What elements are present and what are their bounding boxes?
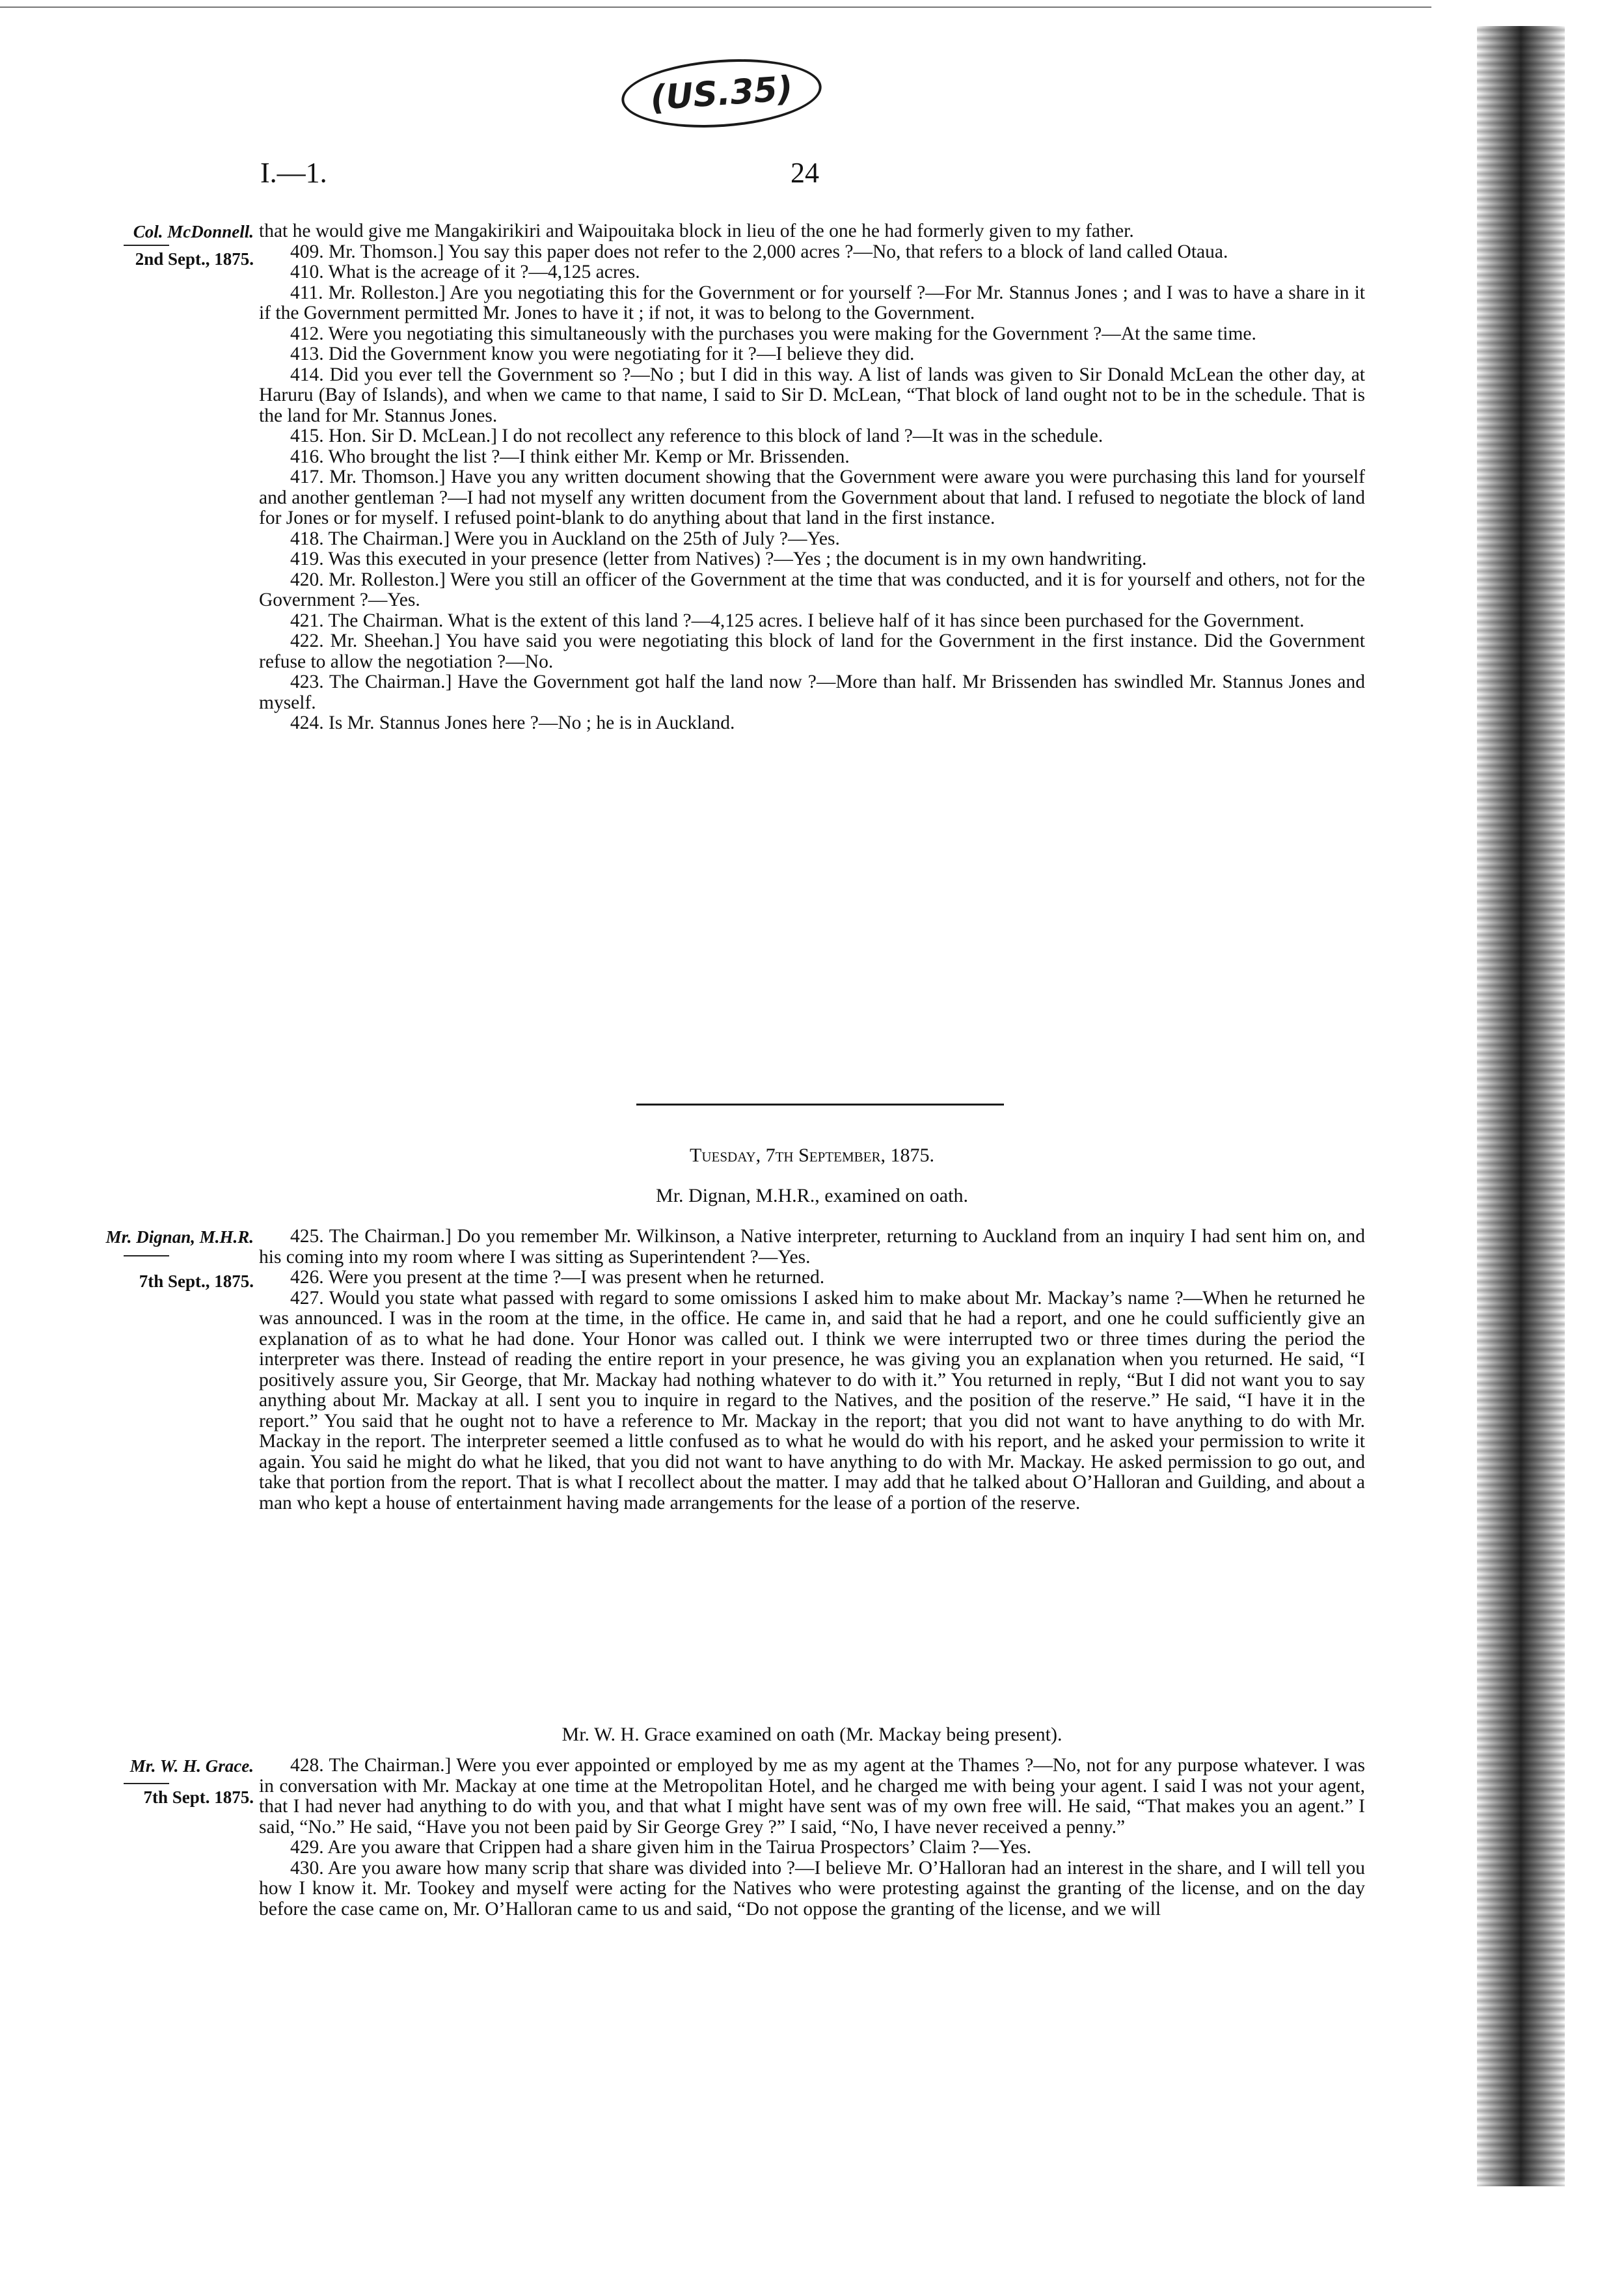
paragraph: 430. Are you aware how many scrip that share was divided into ?—I believe Mr. O’Halloran had an interest in the share, and I will tell you how I know it. Mr. Tookey and myself were acting for the Natives who were protesting against the granting of the license, and on the day before the case came on, Mr. O’Halloran came to us and said, “Do not oppose the granting of the license, and we will xyxy=(259,1857,1365,1920)
paragraph: 420. Mr. Rolleston.] Were you still an officer of the Government at the time that was conducted, and it is for yourself and others, not for the Government ?—Yes. xyxy=(259,569,1365,610)
top-rule xyxy=(0,7,1431,8)
margin-note-grace xyxy=(85,1756,254,1808)
paragraph: 414. Did you ever tell the Government so ?—No ; but I did in this way. A list of lands was given to Sir Donald McLean the other day, at Haruru (Bay of Islands), and when we came to that name, I said to Sir D. McLean, “That block of land ought not to be in the schedule. That is the land for Mr. Stannus Jones. xyxy=(259,364,1365,426)
paragraph: 429. Are you aware that Crippen had a share given him in the Tairua Prospectors’ Claim ?—Yes. xyxy=(290,1837,1032,1858)
paragraph: 428. The Chairman.] Were you ever appointed or employed by me as my agent at the Thames ?—No, not for any purpose whatever. I was in conversation with Mr. Mackay at one time at the Metropolitan Hotel, and he charged me with being your agent. I said I was not your agent, that I had never had anything to do with you, and that what I might have sent was of my own free will. He said, “That makes you an agent.” I said, “No.” He said, “Have you not been paid by Sir George Grey ?” I said, “No, I have never received a penny.” xyxy=(259,1755,1365,1838)
paragraph: 421. The Chairman. What is the extent of this land ?—4,125 acres. I believe half of it has since been purchased for the Government. xyxy=(290,610,1305,631)
paragraph: 409. Mr. Thomson.] You say this paper does not refer to the 2,000 acres ?—No, that refers to a block of land called Otaua. xyxy=(290,241,1228,262)
date-heading: Tuesday, 7th September, 1875. xyxy=(690,1145,934,1166)
margin-witness-name: Mr. Dignan, M.H.R. xyxy=(105,1227,254,1247)
paragraph: 425. The Chairman.] Do you remember Mr. Wilkinson, a Native interpreter, returning to Auckland from an inquiry I had sent him on, and his coming into my room where I was sitting as Superintendent ?—Yes. xyxy=(259,1226,1365,1268)
paragraph: 426. Were you present at the time ?—I was present when he returned. xyxy=(290,1267,825,1288)
section-divider xyxy=(636,1104,1004,1106)
witness-heading-dignan: Mr. Dignan, M.H.R., examined on oath. xyxy=(656,1185,968,1206)
margin-dash xyxy=(124,1255,169,1256)
paragraph: 411. Mr. Rolleston.] Are you negotiating this for the Government or for yourself ?—For Mr. Stannus Jones ; and I was to have a share in it if the Government permitted Mr. Jones to have it ; if not, it was to belong to the Government. xyxy=(259,282,1365,323)
paragraph: that he would give me Mangakirikiri and Waipouitaka block in lieu of the one he had formerly given to my father. xyxy=(259,221,1134,241)
margin-dash xyxy=(124,245,169,246)
margin-date: 2nd Sept., 1875. xyxy=(135,249,254,269)
margin-note-mcdonnell xyxy=(85,221,254,269)
paragraph: 423. The Chairman.] Have the Government got half the land now ?—More than half. Mr Brissenden has swindled Mr. Stannus Jones and myself. xyxy=(259,672,1365,713)
margin-date: 7th Sept. 1875. xyxy=(143,1787,254,1807)
paragraph: 419. Was this executed in your presence (letter from Natives) ?—Yes ; the document is in my own handwriting. xyxy=(290,549,1147,569)
evidence-section-3 xyxy=(259,1756,1365,1920)
paragraph: 424. Is Mr. Stannus Jones here ?—No ; he is in Auckland. xyxy=(290,712,735,733)
page-number: 24 xyxy=(791,157,819,189)
paragraph: 427. Would you state what passed with regard to some omissions I asked him to make about Mr. Mackay’s name ?—When he returned he was announced. I was in the room at the time, in the office. He came in, and said that he had a report, and one he could sufficiently give an explanation of as to what he had done. Your Honor was called out. I think we were interrupted two or three times during the period the interpreter was there. Instead of reading the entire report in your presence, he was giving you an explanation when you returned. He said, “I positively assure you, Sir George, that Mr. Mackay had nothing whatever to do with it.” You returned in reply, “But I did not want you to say anything about Mr. Mackay at all. I sent you to inquire in regard to the Natives, and the position of the reserve.” He said, “I have it in the report.” You said that he ought not to have a reference to Mr. Mackay in the report; that you did not want to have anything to do with Mr. Mackay in the report. The interpreter seemed a little confused as to what he would do with his report, and he asked your permission to write it again. You said he might do what he liked, that you did not want to have anything to do with Mr. Mackay. He asked permission to go out, and take that portion from the report. That is what I recollect about the matter. I may add that he talked about O’Halloran and Guilding, and about a man who kept a house of entertainment having made arrangements for the lease of a portion of the reserve. xyxy=(259,1287,1365,1513)
evidence-section-2 xyxy=(259,1227,1365,1513)
document-reference: I.—1. xyxy=(260,157,327,189)
archive-stamp: (US.35) xyxy=(619,53,824,133)
paragraph: 417. Mr. Thomson.] Have you any written document showing that the Government were aware you were purchasing this land for yourself and another gentleman ?—I had not myself any written document from the Government about that land. I refused to negotiate the block of land for Jones or for myself. I refused point-blank to do anything about that land in the first instance. xyxy=(259,467,1365,528)
evidence-section-1 xyxy=(259,221,1365,734)
paragraph: 412. Were you negotiating this simultaneously with the purchases you were making for the Government ?—At the same time. xyxy=(290,323,1256,344)
paragraph: 418. The Chairman.] Were you in Auckland on the 25th of July ?—Yes. xyxy=(290,528,840,549)
margin-witness-name: Mr. W. H. Grace. xyxy=(129,1756,254,1776)
paragraph: 416. Who brought the list ?—I think either Mr. Kemp or Mr. Brissenden. xyxy=(290,446,850,467)
paragraph: 410. What is the acreage of it ?—4,125 acres. xyxy=(290,262,640,282)
margin-note-dignan xyxy=(85,1227,254,1292)
margin-witness-name: Col. McDonnell. xyxy=(133,222,254,241)
paragraph: 422. Mr. Sheehan.] You have said you were negotiating this block of land for the Government in the first instance. Did the Government refuse to allow the negotiation ?—No. xyxy=(259,631,1365,672)
margin-dash xyxy=(124,1783,169,1784)
paragraph: 415. Hon. Sir D. McLean.] I do not recollect any reference to this block of land ?—It was in the schedule. xyxy=(290,426,1103,446)
paragraph: 413. Did the Government know you were negotiating for it ?—I believe they did. xyxy=(290,344,915,364)
binding-edge-shadow xyxy=(1477,26,1565,2186)
witness-heading-grace: Mr. W. H. Grace examined on oath (Mr. Mackay being present). xyxy=(562,1724,1062,1745)
margin-date: 7th Sept., 1875. xyxy=(139,1271,254,1291)
